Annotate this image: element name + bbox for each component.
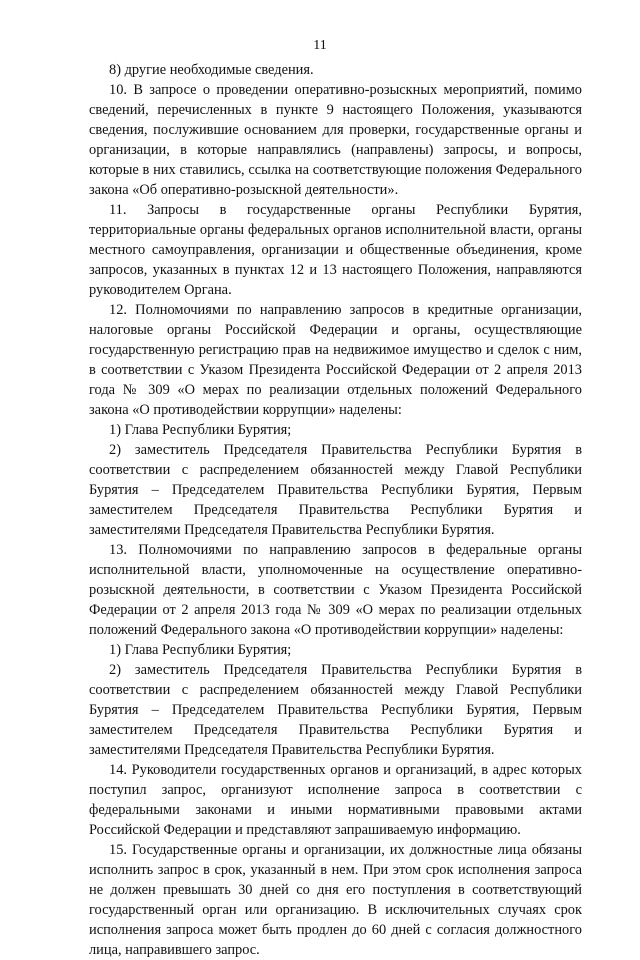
paragraph-12-item-1: 1) Глава Республики Бурятия;	[109, 422, 292, 438]
paragraph-item-8: 8) другие необходимые сведения.	[109, 62, 314, 78]
document-body	[89, 60, 582, 960]
paragraph-11: 11. Запросы в государственные органы Республики Бурятия, территориальные органы федеральных органов исполнительной власти, органы местного самоуправления, организации и общественные объединения, кроме запросов, указанных в пунктах 12 и 13 настоящего Положения, направляются руководителем Органа.	[89, 202, 582, 298]
paragraph-13-item-1: 1) Глава Республики Бурятия;	[109, 642, 292, 658]
paragraph-12-item-2: 2) заместитель Председателя Правительства Республики Бурятия в соответствии с распределением обязанностей между Главой Республики Бурятия – Председателем Правительства Республики Бурятия, Первым заместителем Председателя Правительства Республики Бурятия и заместителями Председателя Правительства Республики Бурятия.	[89, 442, 582, 538]
paragraph-14: 14. Руководители государственных органов и организаций, в адрес которых поступил запрос, организуют исполнение запроса в соответствии с федеральными законами и иными нормативными правовыми актами Российской Федерации и представляют запрашиваемую информацию.	[89, 762, 582, 838]
paragraph-12: 12. Полномочиями по направлению запросов в кредитные организации, налоговые органы Российской Федерации и органы, осуществляющие государственную регистрацию прав на недвижимое имущество и сделок с ним, в соответствии с Указом Президента Российской Федерации от 2 апреля 2013 года № 309 «О мерах по реализации отдельных положений Федерального закона «О противодействии коррупции» наделены:	[89, 302, 582, 418]
paragraph-13-item-2: 2) заместитель Председателя Правительства Республики Бурятия в соответствии с распределением обязанностей между Главой Республики Бурятия – Председателем Правительства Республики Бурятия, Первым заместителем Председателя Правительства Республики Бурятия и заместителями Председателя Правительства Республики Бурятия.	[89, 662, 582, 758]
page-number: 11	[313, 38, 327, 53]
paragraph-15: 15. Государственные органы и организации, их должностные лица обязаны исполнить запрос в срок, указанный в нем. При этом срок исполнения запроса не должен превышать 30 дней со дня его поступления в соответствующий государственный орган или организацию. В исключительных случаях срок исполнения запроса может быть продлен до 60 дней с согласия должностного лица, направившего запрос.	[89, 842, 582, 958]
paragraph-13: 13. Полномочиями по направлению запросов в федеральные органы исполнительной власти, уполномоченные на осуществление оперативно-розыскной деятельности, в соответствии с Указом Президента Российской Федерации от 2 апреля 2013 года № 309 «О мерах по реализации отдельных положений Федерального закона «О противодействии коррупции» наделены:	[89, 542, 582, 638]
paragraph-10: 10. В запросе о проведении оперативно-розыскных мероприятий, помимо сведений, перечисленных в пункте 9 настоящего Положения, указываются сведения, послужившие основанием для проверки, государственные органы и организации, в которые направлялись (направлены) запросы, и вопросы, которые в них ставились, ссылка на соответствующие положения Федерального закона «Об оперативно-розыскной деятельности».	[89, 82, 582, 198]
